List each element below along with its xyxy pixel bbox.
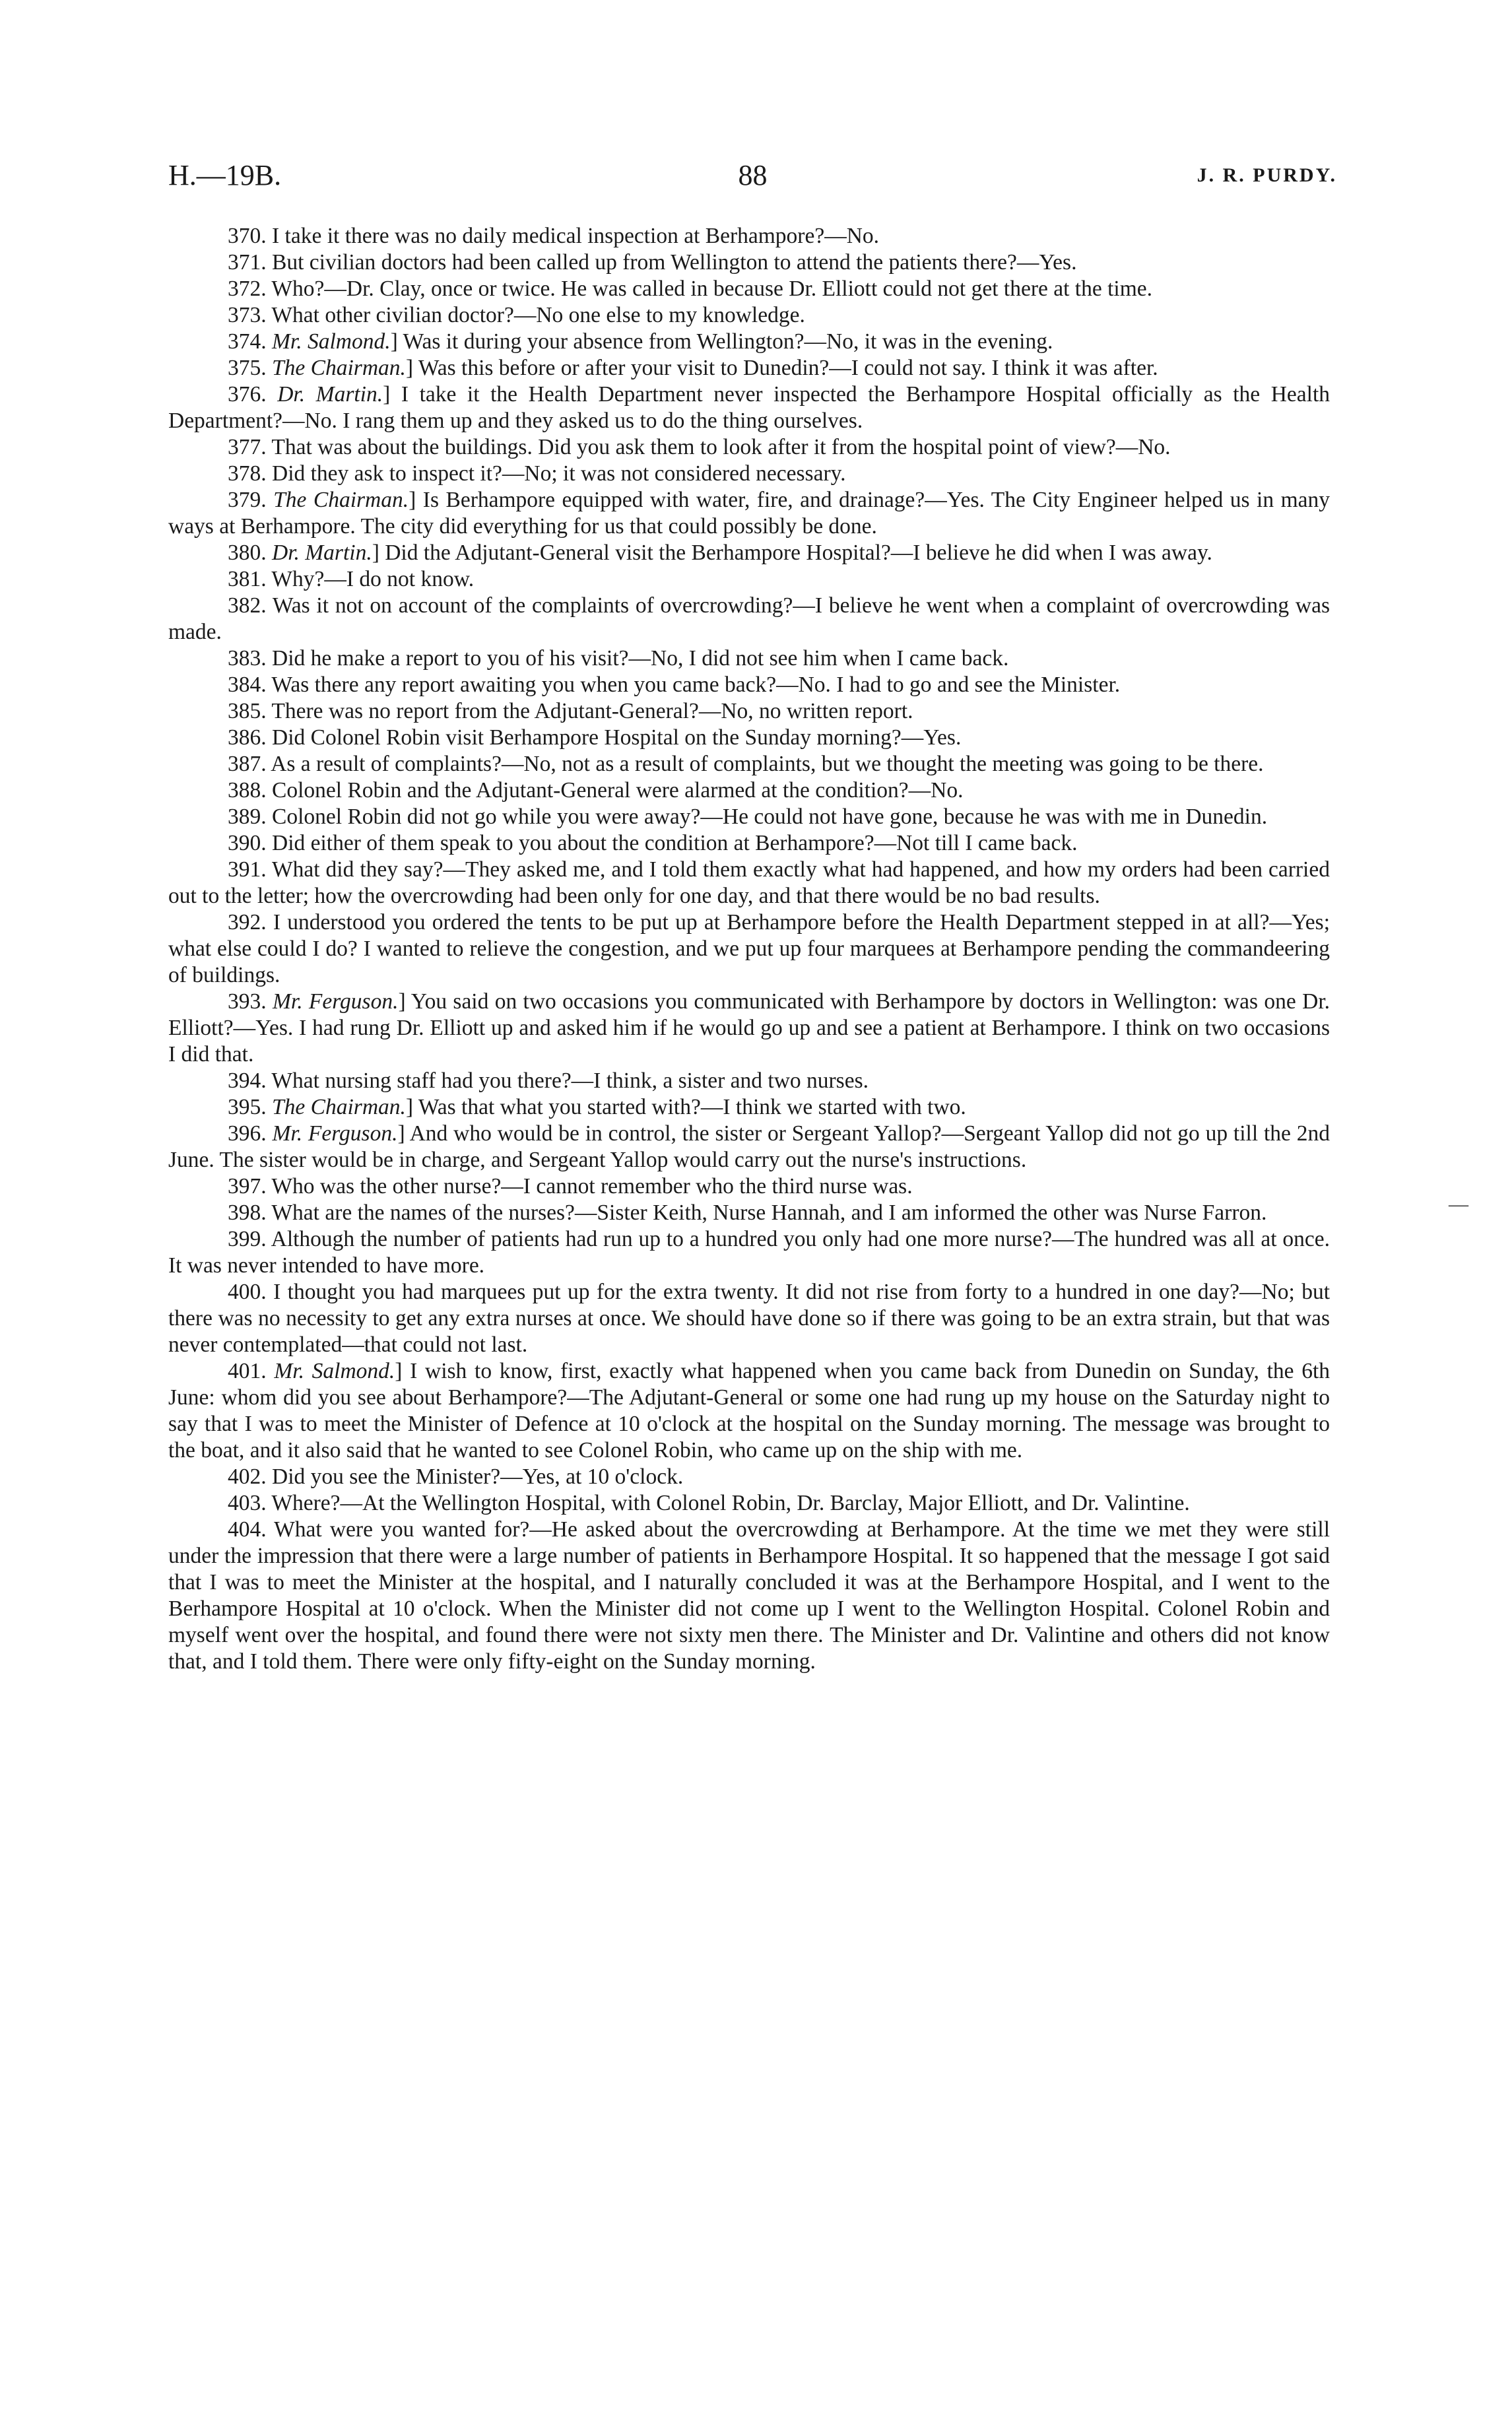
- question-number: 400.: [228, 1280, 267, 1304]
- question-answer-text: Did they ask to inspect it?—No; it was not considered necessary.: [272, 461, 846, 486]
- question-number: 377.: [228, 435, 267, 459]
- question-answer-text: ] You said on two occasions you communicated with Berhampore by doctors in Wellington: was one Dr. Elliott?—Yes. I had rung Dr. Elliott up and asked him if he would go up and see a patient at Berhampore. I think on two occasions I did that.: [168, 989, 1330, 1067]
- evidence-paragraph: [168, 434, 1330, 461]
- question-answer-text: I thought you had marquees put up for the extra twenty. It did not rise from forty to a hundred in one day?—No; but there was no necessity to get any extra nurses at once. We should have done so if there was going to be an extra strain, but that was never contemplated—that could not last.: [168, 1280, 1331, 1357]
- question-number: 383.: [228, 646, 267, 671]
- question-answer-text: What nursing staff had you there?—I think, a sister and two nurses.: [271, 1068, 869, 1093]
- speaker-name: Mr. Ferguson.: [272, 1121, 398, 1146]
- evidence-paragraph: [168, 1464, 1330, 1490]
- question-number: 398.: [228, 1200, 267, 1225]
- question-answer-text: ] I wish to know, first, exactly what happened when you came back from Dunedin on Sunday, the 6th June: whom did you see about Berhampore?—The Adjutant-General or some one had rung up my house on the Saturday night to say that I was to meet the Minister of Defence at 10 o'clock at the hospital on the Sunday morning. The message was brought to the boat, and it also said that he wanted to see Colonel Robin, who came up on the ship with me.: [168, 1359, 1331, 1462]
- question-number: 374.: [228, 329, 267, 354]
- evidence-paragraph: [168, 725, 1330, 751]
- question-number: 384.: [228, 673, 267, 697]
- question-number: 379.: [228, 488, 267, 512]
- evidence-paragraph: [168, 698, 1330, 725]
- question-answer-text: There was no report from the Adjutant-General?—No, no written report.: [271, 699, 913, 723]
- question-answer-text: Did either of them speak to you about the condition at Berhampore?—Not till I came back.: [272, 831, 1078, 855]
- question-answer-text: Colonel Robin did not go while you were away?—He could not have gone, because he was with me in Dunedin.: [272, 805, 1268, 829]
- evidence-paragraph: [168, 1094, 1330, 1121]
- evidence-paragraph: [168, 1517, 1330, 1675]
- speaker-name: The Chairman.: [272, 356, 406, 380]
- question-answer-text: Although the number of patients had run up to a hundred you only had one more nurse?—The hundred was all at once. It was never intended to have more.: [168, 1227, 1330, 1278]
- page-header: [168, 156, 1337, 195]
- evidence-paragraph: [168, 276, 1330, 302]
- question-number: 399.: [228, 1227, 267, 1251]
- margin-dash: —: [1449, 1193, 1468, 1215]
- document-reference: H.—19B.: [168, 159, 282, 191]
- question-answer-text: What are the names of the nurses?—Sister Keith, Nurse Hannah, and I am informed the other was Nurse Farron.: [271, 1200, 1267, 1225]
- question-number: 386.: [228, 725, 267, 750]
- speaker-name: The Chairman.: [273, 488, 409, 512]
- question-number: 381.: [228, 567, 267, 591]
- question-answer-text: What other civilian doctor?—No one else to my knowledge.: [271, 303, 805, 327]
- evidence-paragraph: [168, 302, 1330, 329]
- question-number: 390.: [228, 831, 267, 855]
- question-number: 397.: [228, 1174, 267, 1199]
- question-answer-text: Colonel Robin and the Adjutant-General were alarmed at the condition?—No.: [272, 778, 964, 803]
- witness-name: J. R. PURDY.: [1197, 164, 1337, 186]
- question-answer-text: I take it there was no daily medical inspection at Berhampore?—No.: [272, 224, 880, 248]
- speaker-name: The Chairman.: [272, 1095, 406, 1119]
- question-number: 376.: [228, 382, 267, 407]
- document-body: [168, 223, 1330, 1675]
- question-answer-text: ] Is Berhampore equipped with water, fire, and drainage?—Yes. The City Engineer helped us in many ways at Berhampore. The city did everything for us that could possibly be done.: [168, 488, 1331, 539]
- question-number: 393.: [228, 989, 267, 1014]
- question-number: 402.: [228, 1464, 267, 1489]
- evidence-paragraph: [168, 249, 1330, 276]
- speaker-name: Mr. Salmond.: [272, 329, 391, 354]
- question-answer-text: ] Did the Adjutant-General visit the Berhampore Hospital?—I believe he did when I was away.: [372, 541, 1212, 565]
- question-answer-text: ] Was this before or after your visit to Dunedin?—I could not say. I think it was after.: [405, 356, 1158, 380]
- question-number: 391.: [228, 857, 267, 882]
- question-number: 395.: [228, 1095, 267, 1119]
- question-number: 380.: [228, 541, 267, 565]
- evidence-paragraph: [168, 1358, 1330, 1464]
- question-answer-text: ] Was it during your absence from Wellington?—No, it was in the evening.: [390, 329, 1053, 354]
- evidence-paragraph: [168, 857, 1330, 909]
- question-answer-text: Did you see the Minister?—Yes, at 10 o'clock.: [272, 1464, 684, 1489]
- question-number: 387.: [228, 752, 267, 776]
- question-answer-text: What were you wanted for?—He asked about the overcrowding at Berhampore. At the time we met they were still under the impression that there were a large number of patients in Berhampore Hospital. It so happened that the message I got said that I was to meet the Minister at the hospital, and I naturally concluded it was at the Berhampore Hospital, and I went to the Berhampore Hospital at 10 o'clock. When the Minister did not come up I went to the Wellington Hospital. Colonel Robin and myself went over the hospital, and found there were not sixty men there. The Minister and Dr. Valintine and others did not know that, and I told them. There were only fifty-eight on the Sunday morning.: [168, 1517, 1330, 1674]
- question-number: 372.: [228, 277, 267, 301]
- question-number: 385.: [228, 699, 267, 723]
- evidence-paragraph: [168, 989, 1330, 1068]
- evidence-paragraph: [168, 1490, 1330, 1517]
- evidence-paragraph: [168, 487, 1330, 540]
- question-answer-text: That was about the buildings. Did you ask them to look after it from the hospital point of view?—No.: [271, 435, 1171, 459]
- question-answer-text: ] Was that what you started with?—I think we started with two.: [405, 1095, 966, 1119]
- evidence-paragraph: [168, 1226, 1330, 1279]
- question-number: 396.: [228, 1121, 267, 1146]
- question-answer-text: Did he make a report to you of his visit?—No, I did not see him when I came back.: [272, 646, 1009, 671]
- evidence-paragraph: [168, 777, 1330, 804]
- question-answer-text: As a result of complaints?—No, not as a result of complaints, but we thought the meeting was going to be there.: [271, 752, 1264, 776]
- question-answer-text: Was it not on account of the complaints of overcrowding?—I believe he went when a complaint of overcrowding was made.: [168, 593, 1330, 644]
- question-number: 404.: [228, 1517, 267, 1542]
- evidence-paragraph: [168, 1279, 1330, 1358]
- evidence-paragraph: [168, 355, 1330, 381]
- question-answer-text: Why?—I do not know.: [271, 567, 475, 591]
- evidence-paragraph: [168, 1200, 1330, 1226]
- question-number: 394.: [228, 1068, 267, 1093]
- question-number: 403.: [228, 1491, 267, 1515]
- evidence-paragraph: [168, 540, 1330, 566]
- question-number: 373.: [228, 303, 267, 327]
- evidence-paragraph: [168, 645, 1330, 672]
- evidence-paragraph: [168, 830, 1330, 857]
- evidence-paragraph: [168, 751, 1330, 777]
- question-answer-text: But civilian doctors had been called up from Wellington to attend the patients there?—Yes.: [272, 250, 1077, 275]
- evidence-paragraph: [168, 593, 1330, 645]
- question-answer-text: Who?—Dr. Clay, once or twice. He was called in because Dr. Elliott could not get there at the time.: [271, 277, 1153, 301]
- question-answer-text: ] I take it the Health Department never inspected the Berhampore Hospital officially as the Health Department?—No. I rang them up and they asked us to do the thing ourselves.: [168, 382, 1331, 433]
- evidence-paragraph: [168, 1121, 1330, 1173]
- speaker-name: Dr. Martin.: [277, 382, 383, 407]
- question-answer-text: Was there any report awaiting you when you came back?—No. I had to go and see the Minister.: [271, 673, 1121, 697]
- evidence-paragraph: [168, 672, 1330, 698]
- evidence-paragraph: [168, 223, 1330, 249]
- speaker-name: Mr. Salmond.: [274, 1359, 395, 1383]
- evidence-paragraph: [168, 566, 1330, 593]
- question-number: 382.: [228, 593, 267, 618]
- question-answer-text: Did Colonel Robin visit Berhampore Hospital on the Sunday morning?—Yes.: [272, 725, 962, 750]
- question-answer-text: What did they say?—They asked me, and I told them exactly what had happened, and how my orders had been carried out to the letter; how the overcrowding had been only for one day, and that there would be no bad results.: [168, 857, 1330, 908]
- evidence-paragraph: [168, 909, 1330, 989]
- question-answer-text: Where?—At the Wellington Hospital, with Colonel Robin, Dr. Barclay, Major Elliott, and Dr. Valintine.: [271, 1491, 1190, 1515]
- evidence-paragraph: [168, 1173, 1330, 1200]
- question-number: 371.: [228, 250, 267, 275]
- evidence-paragraph: [168, 804, 1330, 830]
- question-number: 370.: [228, 224, 267, 248]
- page-number: 88: [738, 159, 768, 191]
- evidence-paragraph: [168, 461, 1330, 487]
- question-number: 388.: [228, 778, 267, 803]
- question-answer-text: I understood you ordered the tents to be put up at Berhampore before the Health Department stepped in at all?—Yes; what else could I do? I wanted to relieve the congestion, and we put up four marquees at Berhampore pending the commandeering of buildings.: [168, 910, 1331, 987]
- question-number: 375.: [228, 356, 267, 380]
- question-answer-text: ] And who would be in control, the sister or Sergeant Yallop?—Sergeant Yallop did not go up till the 2nd June. The sister would be in charge, and Sergeant Yallop would carry out the nurse's instructions.: [168, 1121, 1330, 1172]
- question-number: 378.: [228, 461, 267, 486]
- evidence-paragraph: [168, 1068, 1330, 1094]
- speaker-name: Mr. Ferguson.: [272, 989, 399, 1014]
- question-number: 389.: [228, 805, 267, 829]
- question-number: 401.: [228, 1359, 267, 1383]
- question-number: 392.: [228, 910, 267, 935]
- evidence-paragraph: [168, 329, 1330, 355]
- speaker-name: Dr. Martin.: [272, 541, 372, 565]
- evidence-paragraph: [168, 381, 1330, 434]
- question-answer-text: Who was the other nurse?—I cannot remember who the third nurse was.: [271, 1174, 913, 1199]
